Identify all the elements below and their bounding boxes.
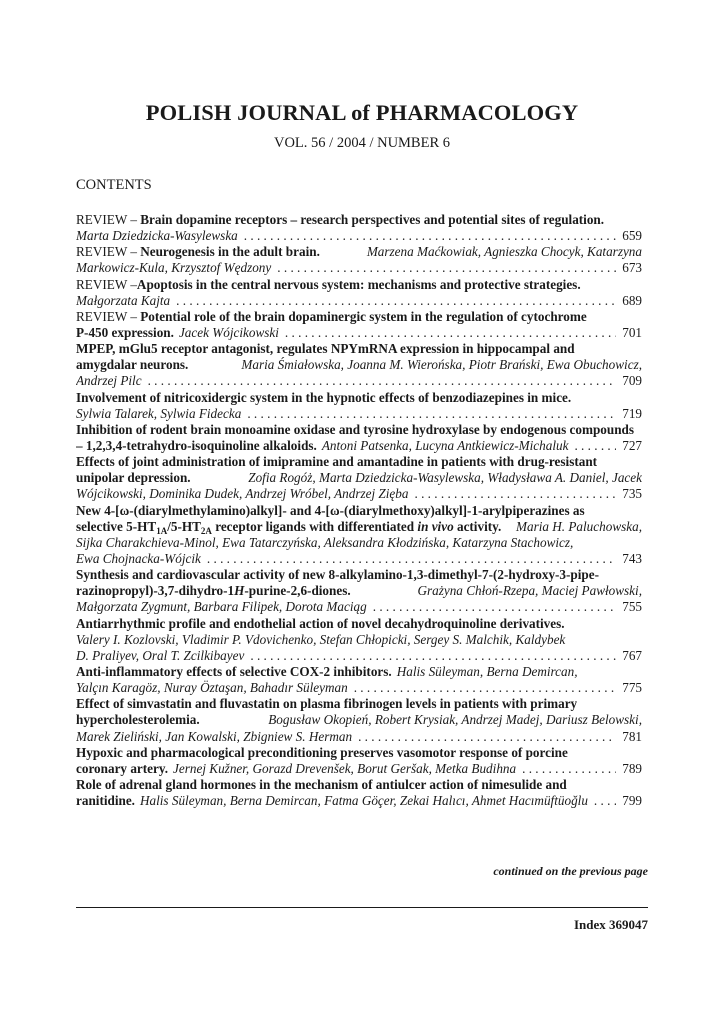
dot-leader xyxy=(201,551,616,567)
article-title: P-450 expression. xyxy=(76,324,174,340)
article-authors: Yalçın Karagöz, Nuray Öztaşan, Bahadır Süleyman xyxy=(76,680,348,696)
journal-title: POLISH JOURNAL of PHARMACOLOGY xyxy=(145,100,579,125)
page-number: 673 xyxy=(622,260,642,276)
article-authors: Markowicz-Kula, Krzysztof Wędzony xyxy=(76,260,272,276)
article-title: selective $5-HT_{1A}/5-HT_{2A}$ receptor ligands with differentiated in vivo activity. xyxy=(76,518,502,535)
article-authors: Halis Süleyman, Berna Demircan, xyxy=(396,663,578,679)
article-title: – 1,2,3,4-tetrahydro-isoquinoline alkaloids. xyxy=(76,437,317,453)
article-authors: Andrzej Pilc xyxy=(76,373,142,389)
dot-leader xyxy=(241,406,616,422)
article-title: Brain dopamine receptors – research perspectives and potential sites of regulation. xyxy=(140,212,605,227)
page-number: 701 xyxy=(622,324,642,340)
article-title: Neurogenesis in the adult brain. xyxy=(140,244,320,260)
dot-leader xyxy=(367,599,616,615)
article-title: Synthesis and cardiovascular activity of new 8-alkylamino-1,3-dimethyl-7-(2-hydroxy-3-pipe- xyxy=(76,567,599,583)
article-authors: Halis Süleyman, Berna Demircan, Fatma Göçer, Zekai Halıcı, Ahmet Hacımüftüoğlu xyxy=(139,793,588,809)
toc-entry[interactable] xyxy=(76,454,642,502)
toc-entry[interactable]: REVIEW – Brain dopamine receptors – research perspectives and potential sites of regulation. Marta Dziedzicka-Wasylewska . . . 659 xyxy=(76,212,642,244)
article-title: Effects of joint administration of imipramine and amantadine in patients with drug-resistant xyxy=(76,454,598,470)
contents-heading: CONTENTS xyxy=(76,177,152,193)
article-authors: Małgorzata Kajta xyxy=(76,292,171,308)
article-title: Apoptosis in the central nervous system: mechanisms and protective strategies. xyxy=(136,276,581,292)
article-title: MPEP, mGlu5 receptor antagonist, regulates NPYmRNA expression in hippocampal and xyxy=(76,341,575,357)
page-number: 743 xyxy=(622,550,642,566)
page-number: 775 xyxy=(622,680,642,696)
page-number: 709 xyxy=(622,373,642,389)
dot-leader xyxy=(142,373,616,389)
article-title: New 4-[ω-(diarylmethylamino)alkyl]- and 4-[ω-(diarylmethoxy)alkyl]-1-arylpiperazines as xyxy=(76,502,585,518)
article-authors: Valery I. Kozlovski, Vladimir P. Vdovichenko, Stefan Chłopicki, Sergey S. Malchik, Kaldybek xyxy=(76,631,566,647)
toc-entry[interactable] xyxy=(76,422,642,454)
article-title: amygdalar neurons. xyxy=(76,357,189,373)
article-authors: Marek Zieliński, Jan Kowalski, Zbigniew S. Herman xyxy=(76,728,353,744)
page-number: 689 xyxy=(622,292,642,308)
dot-leader xyxy=(516,761,616,777)
volume-issue: VOL. 56 / 2004 / NUMBER 6 xyxy=(273,135,451,151)
article-title: Role of adrenal gland hormones in the mechanism of antiulcer action of nimesulide and xyxy=(76,776,567,792)
dot-leader xyxy=(408,486,616,502)
dot-leader xyxy=(170,293,616,309)
dot-leader xyxy=(244,648,616,664)
article-authors: Sylwia Talarek, Sylwia Fidecka xyxy=(76,405,242,421)
toc-entry[interactable] xyxy=(76,664,642,696)
article-authors: Marta Dziedzicka-Wasylewska xyxy=(76,228,238,244)
article-title: razinopropyl)-3,7-dihydro-1H-purine-2,6-diones. xyxy=(76,583,351,599)
article-title: Effect of simvastatin and fluvastatin on plasma fibrinogen levels in patients with primary xyxy=(76,696,578,712)
article-authors: Grażyna Chłoń-Rzepa, Maciej Pawłowski, xyxy=(417,583,642,599)
continued-note: continued on the previous page xyxy=(493,864,648,878)
article-authors: Maria Śmiałowska, Joanna M. Wierońska, Piotr Brański, Ewa Obuchowicz, xyxy=(241,357,642,373)
toc-entry[interactable] xyxy=(76,390,642,422)
article-authors: Wójcikowski, Dominika Dudek, Andrzej Wróbel, Andrzej Zięba xyxy=(76,486,409,502)
toc-entry[interactable] xyxy=(76,616,642,664)
article-authors: Marzena Maćkowiak, Agnieszka Chocyk, Katarzyna xyxy=(366,244,642,260)
page-number: 781 xyxy=(622,728,642,744)
article-title: Potential role of the brain dopaminergic system in the regulation of cytochrome xyxy=(140,308,587,324)
toc-entry[interactable] xyxy=(76,567,642,615)
toc-entry[interactable] xyxy=(76,777,642,809)
table-of-contents xyxy=(76,212,642,809)
article-title: ranitidine. xyxy=(76,793,135,809)
toc-entry[interactable] xyxy=(76,341,642,389)
article-authors: D. Praliyev, Oral T. Zcilkibayev xyxy=(76,647,245,663)
article-title: Antiarrhythmic profile and endothelial action of novel decahydroquinoline derivatives. xyxy=(76,615,565,631)
page-number: 799 xyxy=(622,793,642,809)
article-authors: Jacek Wójcikowski xyxy=(178,324,279,340)
article-title: hypercholesterolemia. xyxy=(76,712,200,728)
article-title: Involvement of nitricoxidergic system in the hypnotic effects of benzodiazepines in mice. xyxy=(76,389,572,405)
toc-entry[interactable] xyxy=(76,503,642,568)
dot-leader xyxy=(588,793,616,809)
toc-entry[interactable] xyxy=(76,696,642,744)
page-number: 659 xyxy=(622,228,642,244)
article-title: Hypoxic and pharmacological preconditioning preserves vasomotor response of porcine xyxy=(76,744,568,760)
page-number: 719 xyxy=(622,405,642,421)
toc-entry[interactable]: REVIEW – Potential role of the brain dopaminergic system in the regulation of cytochrome P-450 expression. Jacek Wójcikowski . . . 701 xyxy=(76,309,642,341)
page-number: 735 xyxy=(622,486,642,502)
toc-entry[interactable]: REVIEW – Apoptosis in the central nervous system: mechanisms and protective strategies. Małgorzata Kajta . . . 689 xyxy=(76,277,642,309)
article-title: coronary artery. xyxy=(76,760,169,776)
article-authors: Zofia Rogóż, Marta Dziedzicka-Wasylewska, Władysława A. Daniel, Jacek xyxy=(248,470,642,486)
article-authors: Ewa Chojnacka-Wójcik xyxy=(76,550,201,566)
article-authors: Sijka Charakchieva-Minol, Ewa Tatarczyńska, Aleksandra Kłodzińska, Katarzyna Stachowicz, xyxy=(76,534,574,550)
article-authors: Jernej Kužner, Gorazd Drevenšek, Borut Geršak, Metka Budihna xyxy=(173,760,517,776)
toc-entry[interactable] xyxy=(76,745,642,777)
article-title: unipolar depression. xyxy=(76,470,191,486)
toc-entry[interactable]: REVIEW – Neurogenesis in the adult brain. Marzena Maćkowiak, Agnieszka Chocyk, Katarzyna Markowicz-Kula, Krzysztof Wędzony . . . 673 xyxy=(76,244,642,276)
article-authors: Małgorzata Zygmunt, Barbara Filipek, Dorota Maciąg xyxy=(76,599,367,615)
page-number: 767 xyxy=(622,647,642,663)
page-number: 727 xyxy=(622,437,642,453)
dot-leader xyxy=(348,680,616,696)
dot-leader xyxy=(271,260,616,276)
article-authors: Bogusław Okopień, Robert Krysiak, Andrzej Madej, Dariusz Belowski, xyxy=(268,712,642,728)
page-number: 755 xyxy=(622,599,642,615)
article-title: Anti-inflammatory effects of selective COX-2 inhibitors. xyxy=(76,663,392,679)
dot-leader xyxy=(352,729,616,745)
index-number: Index 369047 xyxy=(573,917,648,932)
article-authors: Maria H. Paluchowska, xyxy=(515,518,642,534)
article-authors: Antoni Patsenka, Lucyna Antkiewicz-Michaluk xyxy=(321,437,569,453)
article-title: Inhibition of rodent brain monoamine oxidase and tyrosine hydroxylase by endogenous compounds xyxy=(76,421,635,437)
dot-leader xyxy=(568,438,616,454)
dot-leader xyxy=(238,228,616,244)
page-number: 789 xyxy=(622,760,642,776)
dot-leader xyxy=(279,325,616,341)
footer-divider xyxy=(76,907,648,908)
